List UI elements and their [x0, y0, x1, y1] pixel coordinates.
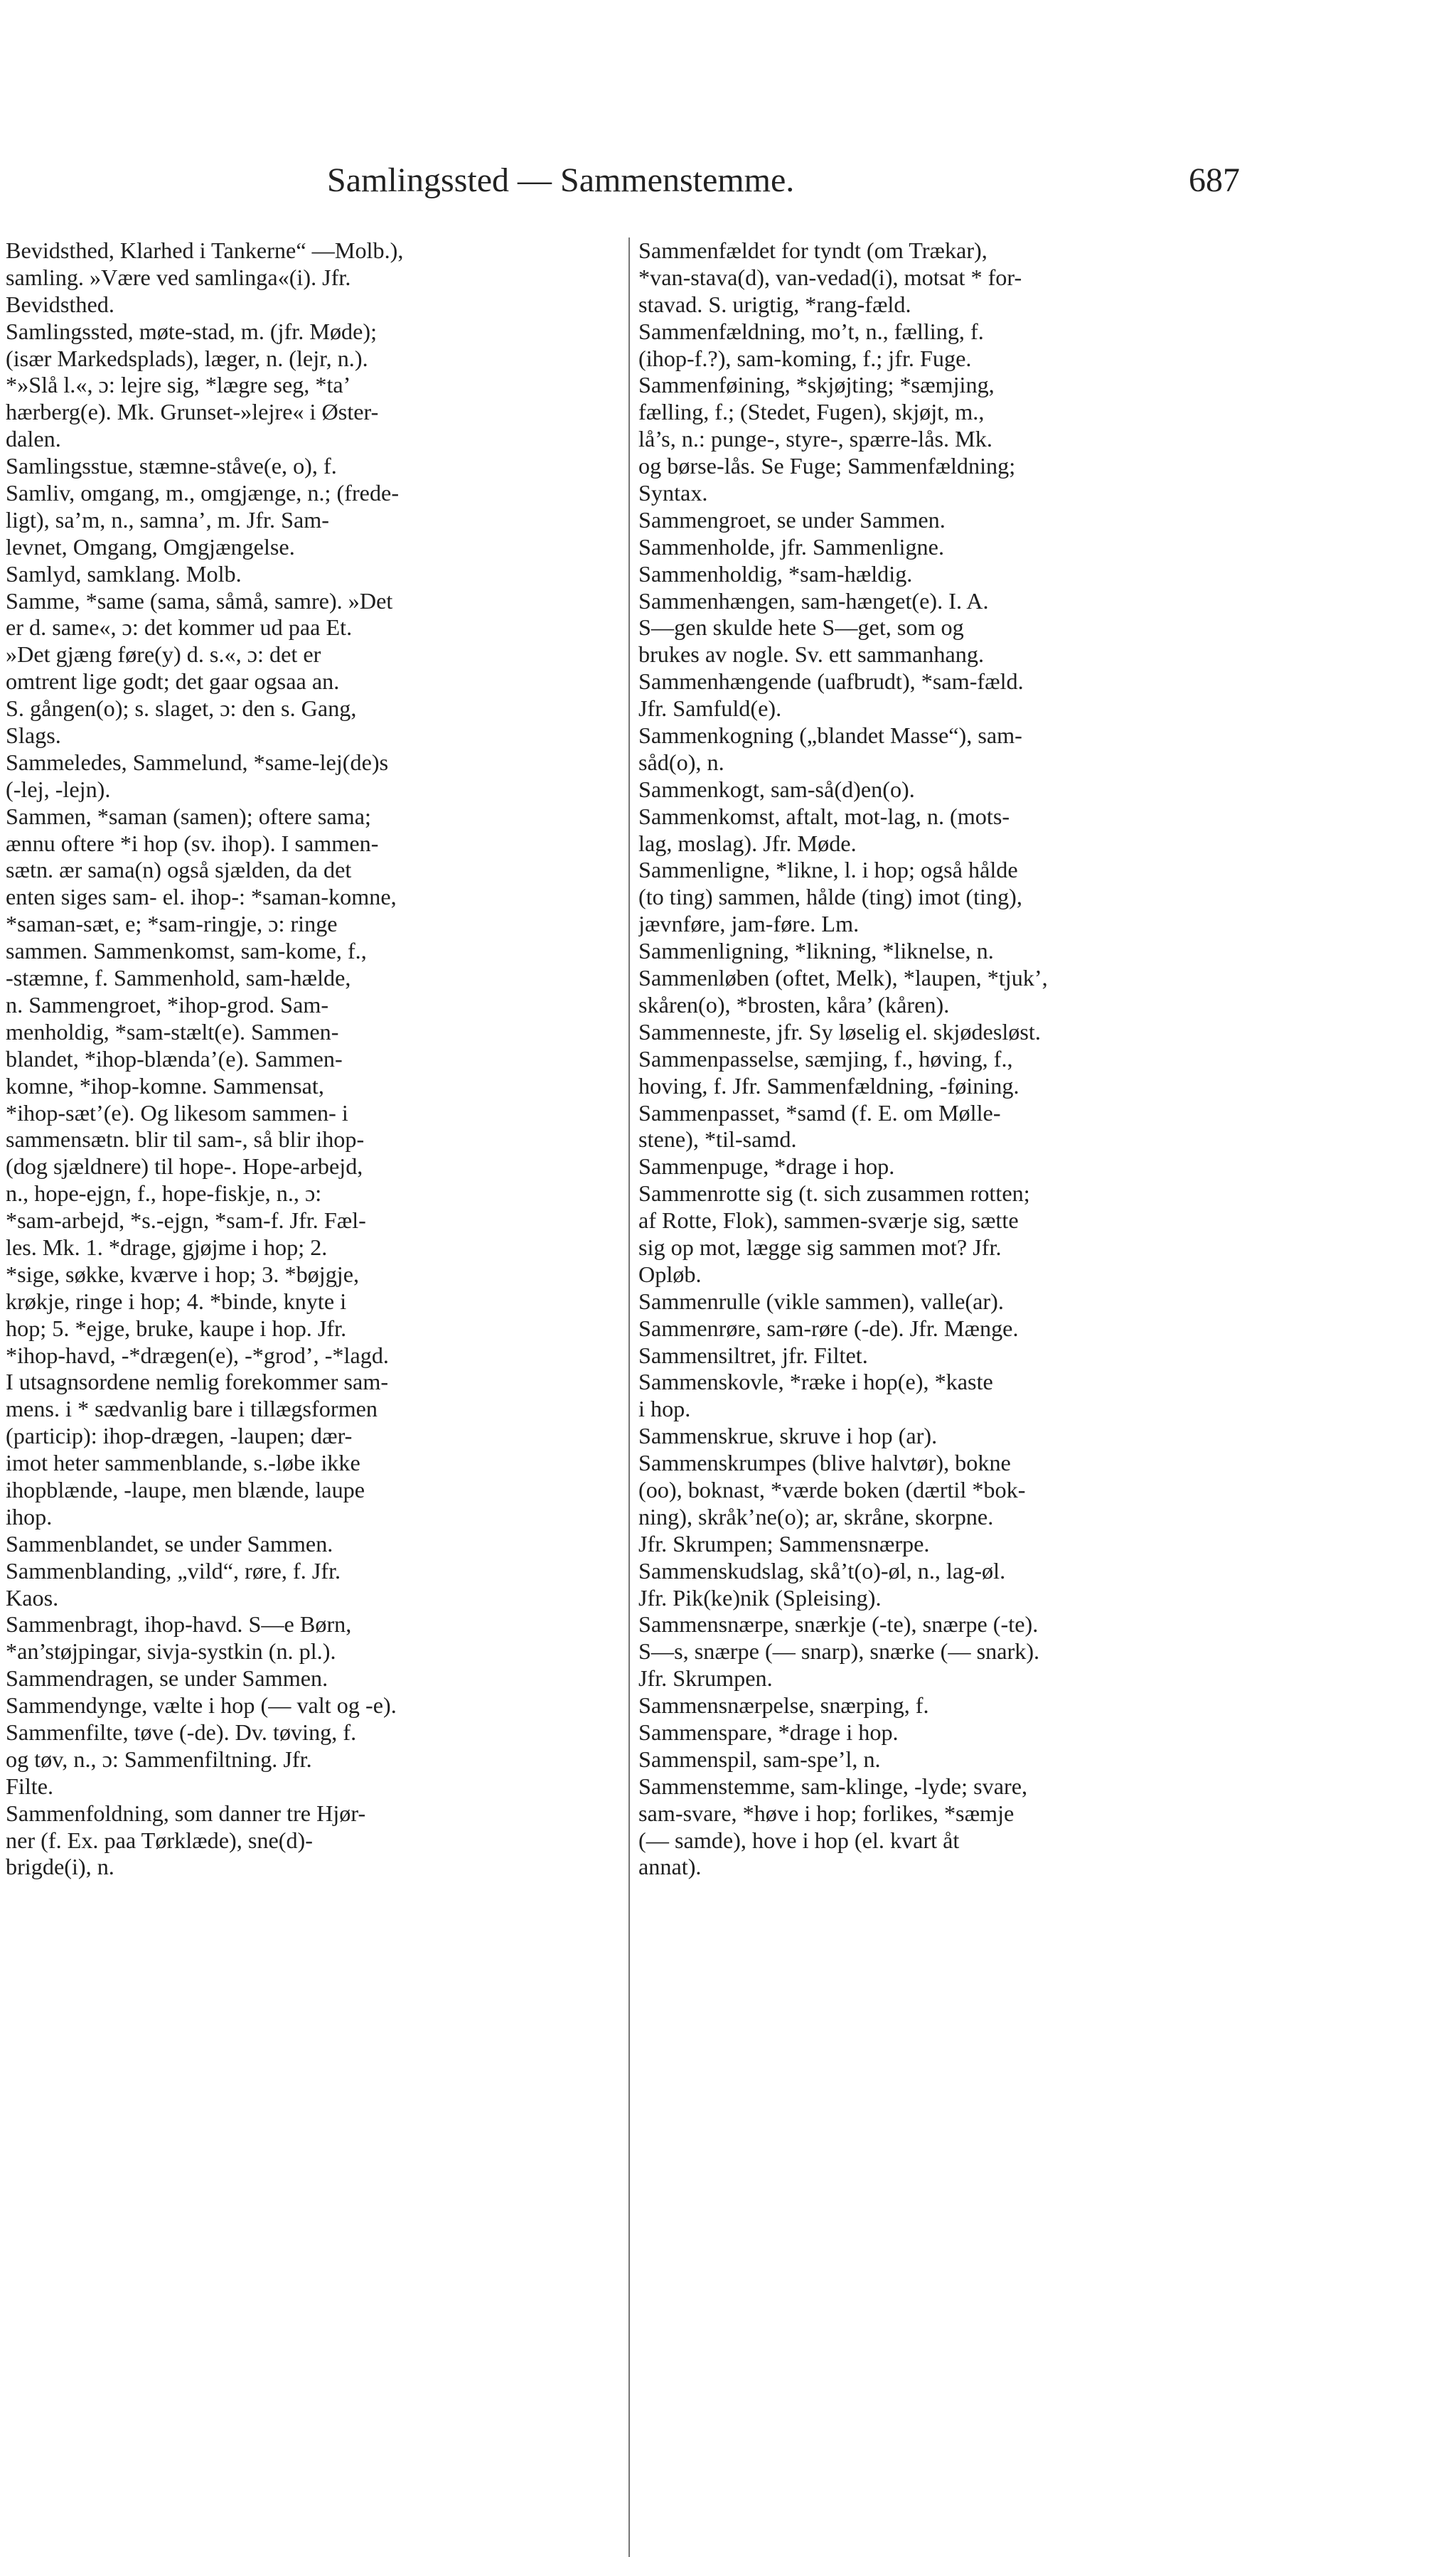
text-line: lag, moslag). Jfr. Møde. [638, 830, 857, 856]
column-divider [628, 237, 630, 2557]
text-line: n., hope-ejgn, f., hope-fiskje, n., ɔ: [6, 1180, 322, 1207]
text-line: Sammenrøre, sam-røre (-de). Jfr. Mænge. [638, 1315, 1019, 1341]
text-line: Jfr. Skrumpen; Sammensnærpe. [638, 1530, 930, 1557]
text-line: Sammensiltret, jfr. Filtet. [638, 1342, 868, 1368]
text-line: Samlingssted, møte-stad, m. (jfr. Møde); [6, 318, 378, 344]
text-line: Jfr. Skrumpen. [638, 1665, 773, 1692]
text-line: Sammendragen, se under Sammen. [6, 1665, 328, 1692]
text-line: Samliv, omgang, m., omgjænge, n.; (frede- [6, 480, 400, 506]
page-number: 687 [1189, 161, 1240, 199]
text-line: Opløb. [638, 1261, 702, 1287]
text-line: stene), *til-samd. [638, 1126, 797, 1153]
text-line: Samlingsstue, stæmne-ståve(e, o), f. [6, 453, 337, 479]
text-line: Sammeledes, Sammelund, *same-lej(de)s [6, 749, 389, 775]
text-line: imot heter sammenblande, s.-løbe ikke [6, 1450, 360, 1476]
text-line: Sammenhængen, sam-hænget(e). I. A. [638, 587, 989, 614]
text-line: ning), skråk’ne(o); ar, skråne, skorpne. [638, 1503, 994, 1530]
text-line: Sammenspil, sam-spe’l, n. [638, 1746, 881, 1772]
text-line: hoving, f. Jfr. Sammenfældning, -føining. [638, 1072, 1019, 1099]
text-line: levnet, Omgang, Omgjængelse. [6, 533, 295, 560]
running-title: Samlingssted — Sammenstemme. [327, 161, 795, 199]
text-line: blandet, *ihop-blænda’(e). Sammen- [6, 1045, 343, 1072]
text-line: Sammenligne, *likne, l. i hop; også hålde [638, 857, 1018, 883]
text-line: *van-stava(d), van-vedad(i), motsat * for- [638, 264, 1022, 290]
text-line: Sammenpuge, *drage i hop. [638, 1153, 895, 1180]
text-line: hærberg(e). Mk. Grunset-»lejre« i Øster- [6, 399, 379, 425]
text-line: (to ting) sammen, hålde (ting) imot (ting), [638, 884, 1022, 910]
text-line: Sammendynge, vælte i hop (— valt og -e). [6, 1692, 397, 1719]
text-line: ligt), sa’m, n., samna’, m. Jfr. Sam- [6, 506, 330, 533]
text-line: S—gen skulde hete S—get, som og [638, 614, 964, 641]
text-line: Sammensnærpelse, snærping, f. [638, 1692, 929, 1719]
text-line: skåren(o), *brosten, kåra’ (kåren). [638, 991, 950, 1018]
text-line: ænnu oftere *i hop (sv. ihop). I sammen- [6, 830, 379, 856]
text-line: Sammenneste, jfr. Sy løselig el. skjødesløst. [638, 1018, 1041, 1045]
text-line: Sammenholdig, *sam-hældig. [638, 560, 913, 587]
text-line: sam-svare, *høve i hop; forlikes, *sæmje [638, 1800, 1015, 1826]
text-line: Sammengroet, se under Sammen. [638, 506, 946, 533]
text-line: Sammenrulle (vikle sammen), valle(ar). [638, 1288, 1004, 1314]
text-line: brigde(i), n. [6, 1854, 114, 1880]
text-line: Sammenstemme, sam-klinge, -lyde; svare, [638, 1773, 1028, 1799]
left-column [6, 237, 617, 1881]
text-line: Sammenskudslag, skå’t(o)-øl, n., lag-øl. [638, 1557, 1006, 1584]
text-line: (dog sjældnere) til hope-. Hope-arbejd, [6, 1153, 363, 1180]
text-line: (oo), boknast, *værde boken (dærtil *bok- [638, 1476, 1026, 1502]
right-column [638, 237, 1241, 1881]
text-line: hop; 5. *ejge, bruke, kaupe i hop. Jfr. [6, 1315, 347, 1341]
text-line: (-lej, -lejn). [6, 776, 111, 802]
text-line: Sammenpasset, *samd (f. E. om Mølle- [638, 1099, 1001, 1126]
text-line: Sammenhængende (uafbrudt), *sam-fæld. [638, 668, 1024, 695]
text-line: stavad. S. urigtig, *rang-fæld. [638, 291, 911, 317]
text-line: S—s, snærpe (— snarp), snærke (— snark). [638, 1638, 1040, 1665]
text-line: menholdig, *sam-stælt(e). Sammen- [6, 1018, 339, 1045]
text-line: dalen. [6, 426, 61, 452]
text-line: Jfr. Pik(ke)nik (Spleising). [638, 1584, 882, 1611]
text-line: Sammenkomst, aftalt, mot-lag, n. (mots- [638, 803, 1010, 829]
text-line: Sammenkogning („blandet Masse“), sam- [638, 722, 1022, 749]
text-line: *an’støjpingar, sivja-systkin (n. pl.). [6, 1638, 336, 1665]
text-line: Filte. [6, 1773, 54, 1799]
text-line: Sammenblandet, se under Sammen. [6, 1530, 333, 1557]
text-line: samling. »Være ved samlinga«(i). Jfr. [6, 264, 351, 290]
text-line: sig op mot, lægge sig sammen mot? Jfr. [638, 1234, 1002, 1260]
text-line: Sammenskovle, *ræke i hop(e), *kaste [638, 1369, 993, 1395]
text-line: og børse-lås. Se Fuge; Sammenfældning; [638, 453, 1016, 479]
text-line: Samlyd, samklang. Molb. [6, 560, 242, 587]
text-line: Sammenfældning, mo’t, n., fælling, f. [638, 318, 984, 344]
text-line: ihop. [6, 1503, 53, 1530]
text-line: Sammenspare, *drage i hop. [638, 1719, 899, 1745]
text-line: sammensætn. blir til sam-, så blir ihop- [6, 1126, 365, 1153]
text-line: Sammensnærpe, snærkje (-te), snærpe (-te). [638, 1611, 1039, 1638]
text-line: Sammenholde, jfr. Sammenligne. [638, 533, 944, 560]
text-line: er d. same«, ɔ: det kommer ud paa Et. [6, 614, 353, 641]
text-line: sammen. Sammenkomst, sam-kome, f., [6, 938, 367, 964]
text-line: brukes av nogle. Sv. ett sammanhang. [638, 641, 984, 668]
text-line: Sammenligning, *likning, *liknelse, n. [638, 938, 994, 964]
text-line: Sammenskrue, skruve i hop (ar). [638, 1423, 938, 1449]
text-line: ihopblænde, -laupe, men blænde, laupe [6, 1476, 365, 1502]
text-line: i hop. [638, 1396, 691, 1422]
text-line: Kaos. [6, 1584, 59, 1611]
text-line: -stæmne, f. Sammenhold, sam-hælde, [6, 965, 351, 991]
text-line: Bevidsthed. [6, 291, 114, 317]
text-line: Sammen, *saman (samen); oftere sama; [6, 803, 371, 829]
text-line: Samme, *same (sama, såmå, samre). »Det [6, 587, 393, 614]
text-line: Bevidsthed, Klarhed i Tankerne“ —Molb.), [6, 237, 404, 263]
text-line: mens. i * sædvanlig bare i tillægsformen [6, 1396, 378, 1422]
text-line: krøkje, ringe i hop; 4. *binde, knyte i [6, 1288, 347, 1314]
text-line: *sige, søkke, kværve i hop; 3. *bøjgje, [6, 1261, 360, 1287]
text-line: Slags. [6, 722, 61, 749]
text-line: komne, *ihop-komne. Sammensat, [6, 1072, 324, 1099]
text-line: af Rotte, Flok), sammen-sværje sig, sætte [638, 1207, 1019, 1234]
text-line: Sammenbragt, ihop-havd. S—e Børn, [6, 1611, 352, 1638]
text-line: »Det gjæng føre(y) d. s.«, ɔ: det er [6, 641, 321, 668]
text-line: n. Sammengroet, *ihop-grod. Sam- [6, 991, 329, 1018]
text-line: Sammenskrumpes (blive halvtør), bokne [638, 1450, 1011, 1476]
text-line: sætn. ær sama(n) også sjælden, da det [6, 857, 352, 883]
text-line: Sammenkogt, sam-så(d)en(o). [638, 776, 915, 802]
page-header [0, 161, 1456, 210]
text-line: (især Markedsplads), læger, n. (lejr, n.). [6, 345, 368, 371]
text-line: omtrent lige godt; det gaar ogsaa an. [6, 668, 340, 695]
text-line: (— samde), hove i hop (el. kvart åt [638, 1827, 960, 1853]
text-line: Sammenfældet for tyndt (om Trækar), [638, 237, 987, 263]
text-line: Sammenløben (oftet, Melk), *laupen, *tjuk’, [638, 965, 1048, 991]
text-line: S. gången(o); s. slaget, ɔ: den s. Gang, [6, 695, 357, 722]
text-line: (ihop-f.?), sam-koming, f.; jfr. Fuge. [638, 345, 972, 371]
text-line: lå’s, n.: punge-, styre-, spærre-lås. Mk. [638, 426, 992, 452]
text-line: jævnføre, jam-føre. Lm. [638, 911, 860, 937]
text-line: Syntax. [638, 480, 708, 506]
text-line: Sammenføining, *skjøjting; *sæmjing, [638, 372, 995, 398]
text-line: ner (f. Ex. paa Tørklæde), sne(d)- [6, 1827, 313, 1853]
text-line: *ihop-sæt’(e). Og likesom sammen- i [6, 1099, 348, 1126]
text-line: I utsagnsordene nemlig forekommer sam- [6, 1369, 389, 1395]
text-line: *»Slå l.«, ɔ: lejre sig, *lægre seg, *ta’ [6, 372, 351, 398]
text-line: Sammenrotte sig (t. sich zusammen rotten; [638, 1180, 1030, 1207]
text-line: Sammenfilte, tøve (-de). Dv. tøving, f. [6, 1719, 357, 1745]
text-line: *saman-sæt, e; *sam-ringje, ɔ: ringe [6, 911, 338, 937]
text-line: les. Mk. 1. *drage, gjøjme i hop; 2. [6, 1234, 328, 1260]
text-line: *sam-arbejd, *s.-ejgn, *sam-f. Jfr. Fæl- [6, 1207, 366, 1234]
text-line: enten siges sam- el. ihop-: *saman-komne, [6, 884, 397, 910]
text-line: fælling, f.; (Stedet, Fugen), skjøjt, m., [638, 399, 985, 425]
text-line: Sammenpasselse, sæmjing, f., høving, f., [638, 1045, 1013, 1072]
text-line: og tøv, n., ɔ: Sammenfiltning. Jfr. [6, 1746, 312, 1772]
text-line: annat). [638, 1854, 702, 1880]
text-line: såd(o), n. [638, 749, 724, 775]
text-line: Sammenfoldning, som danner tre Hjør- [6, 1800, 366, 1826]
text-line: *ihop-havd, -*drægen(e), -*grod’, -*lagd. [6, 1342, 389, 1368]
text-line: Jfr. Samfuld(e). [638, 695, 782, 722]
text-line: Sammenblanding, „vild“, røre, f. Jfr. [6, 1557, 341, 1584]
text-line: (particip): ihop-drægen, -laupen; dær- [6, 1423, 353, 1449]
